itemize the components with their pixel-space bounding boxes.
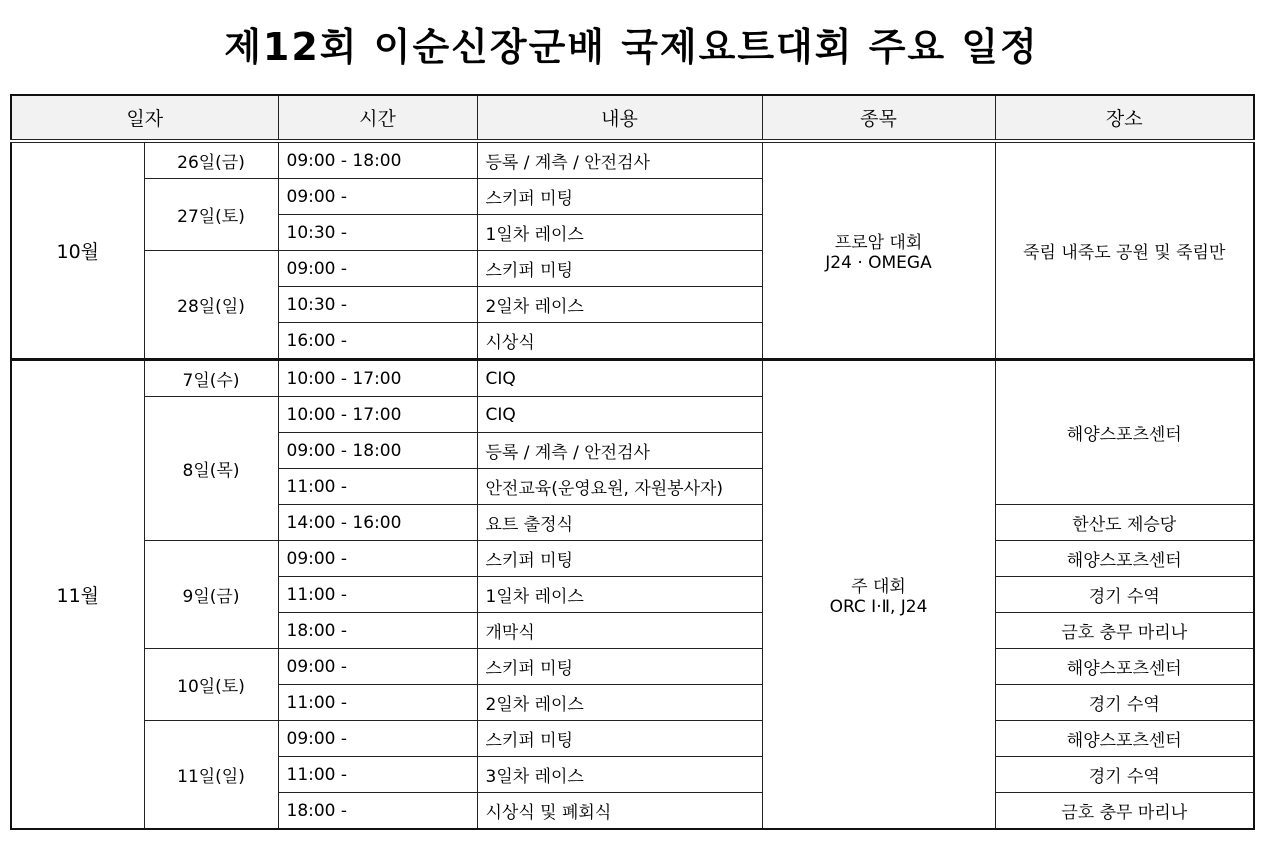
- category-title: 주 대회: [851, 577, 906, 597]
- content-cell: 스키퍼 미팅: [477, 541, 762, 577]
- table-row: [11, 541, 1254, 577]
- content-cell: 스키퍼 미팅: [477, 721, 762, 757]
- content-cell: 시상식: [477, 323, 762, 360]
- day-cell: 8일(목): [144, 397, 278, 541]
- time-cell: 10:30 -: [278, 287, 477, 323]
- time-cell: 11:00 -: [278, 757, 477, 793]
- venue-cell: 해양스포츠센터: [995, 541, 1254, 577]
- table-row: [11, 721, 1254, 757]
- header-row: [11, 95, 1254, 141]
- content-cell: 3일차 레이스: [477, 757, 762, 793]
- content-cell: 안전교육(운영요원, 자원봉사자): [477, 469, 762, 505]
- time-cell: 10:00 - 17:00: [278, 397, 477, 433]
- day-cell: 27일(토): [144, 179, 278, 251]
- time-cell: 14:00 - 16:00: [278, 505, 477, 541]
- header-category: 종목: [762, 95, 995, 141]
- table-row: [11, 360, 1254, 397]
- time-cell: 11:00 -: [278, 685, 477, 721]
- time-cell: 10:30 -: [278, 215, 477, 251]
- content-cell: 1일차 레이스: [477, 577, 762, 613]
- page-title: 제12회 이순신장군배 국제요트대회 주요 일정: [224, 25, 1039, 69]
- month-cell: 11월: [11, 360, 144, 830]
- day-cell: 7일(수): [144, 360, 278, 397]
- content-cell: 스키퍼 미팅: [477, 251, 762, 287]
- content-cell: 등록 / 계측 / 안전검사: [477, 141, 762, 179]
- header-content: 내용: [477, 95, 762, 141]
- month-cell: 10월: [11, 141, 144, 360]
- time-cell: 09:00 -: [278, 649, 477, 685]
- content-cell: CIQ: [477, 397, 762, 433]
- category-sub: ORC Ⅰ·Ⅱ, J24: [829, 597, 928, 617]
- header-date: 일자: [11, 95, 278, 141]
- time-cell: 11:00 -: [278, 469, 477, 505]
- day-cell: 26일(금): [144, 141, 278, 179]
- time-cell: 09:00 -: [278, 251, 477, 287]
- time-cell: 09:00 -: [278, 721, 477, 757]
- category-cell: [762, 141, 995, 360]
- content-cell: 2일차 레이스: [477, 685, 762, 721]
- content-cell: CIQ: [477, 360, 762, 397]
- day-cell: 10일(토): [144, 649, 278, 721]
- time-cell: 09:00 - 18:00: [278, 141, 477, 179]
- day-cell: 9일(금): [144, 541, 278, 649]
- time-cell: 09:00 -: [278, 541, 477, 577]
- venue-cell: 경기 수역: [995, 577, 1254, 613]
- time-cell: 11:00 -: [278, 577, 477, 613]
- category-cell: [762, 360, 995, 830]
- venue-cell: 금호 충무 마리나: [995, 613, 1254, 649]
- venue-cell: 금호 충무 마리나: [995, 793, 1254, 830]
- venue-cell: 한산도 제승당: [995, 505, 1254, 541]
- venue-cell: 경기 수역: [995, 757, 1254, 793]
- content-cell: 2일차 레이스: [477, 287, 762, 323]
- day-cell: 28일(일): [144, 251, 278, 360]
- content-cell: 시상식 및 폐회식: [477, 793, 762, 830]
- venue-cell: 죽림 내죽도 공원 및 죽림만: [995, 141, 1254, 360]
- venue-cell: 해양스포츠센터: [995, 721, 1254, 757]
- venue-cell: 해양스포츠센터: [995, 360, 1254, 505]
- venue-cell: 경기 수역: [995, 685, 1254, 721]
- header-venue: 장소: [995, 95, 1254, 141]
- venue-cell: 해양스포츠센터: [995, 649, 1254, 685]
- time-cell: 16:00 -: [278, 323, 477, 360]
- content-cell: 등록 / 계측 / 안전검사: [477, 433, 762, 469]
- day-cell: 11일(일): [144, 721, 278, 830]
- time-cell: 10:00 - 17:00: [278, 360, 477, 397]
- content-cell: 요트 출정식: [477, 505, 762, 541]
- time-cell: 09:00 -: [278, 179, 477, 215]
- time-cell: 09:00 - 18:00: [278, 433, 477, 469]
- table-row: [11, 649, 1254, 685]
- time-cell: 18:00 -: [278, 793, 477, 830]
- table-row: [11, 141, 1254, 179]
- time-cell: 18:00 -: [278, 613, 477, 649]
- content-cell: 스키퍼 미팅: [477, 649, 762, 685]
- category-title: 프로암 대회: [834, 233, 923, 253]
- content-cell: 스키퍼 미팅: [477, 179, 762, 215]
- content-cell: 1일차 레이스: [477, 215, 762, 251]
- header-time: 시간: [278, 95, 477, 141]
- schedule-table: [10, 94, 1255, 830]
- category-sub: J24 · OMEGA: [825, 253, 932, 273]
- content-cell: 개막식: [477, 613, 762, 649]
